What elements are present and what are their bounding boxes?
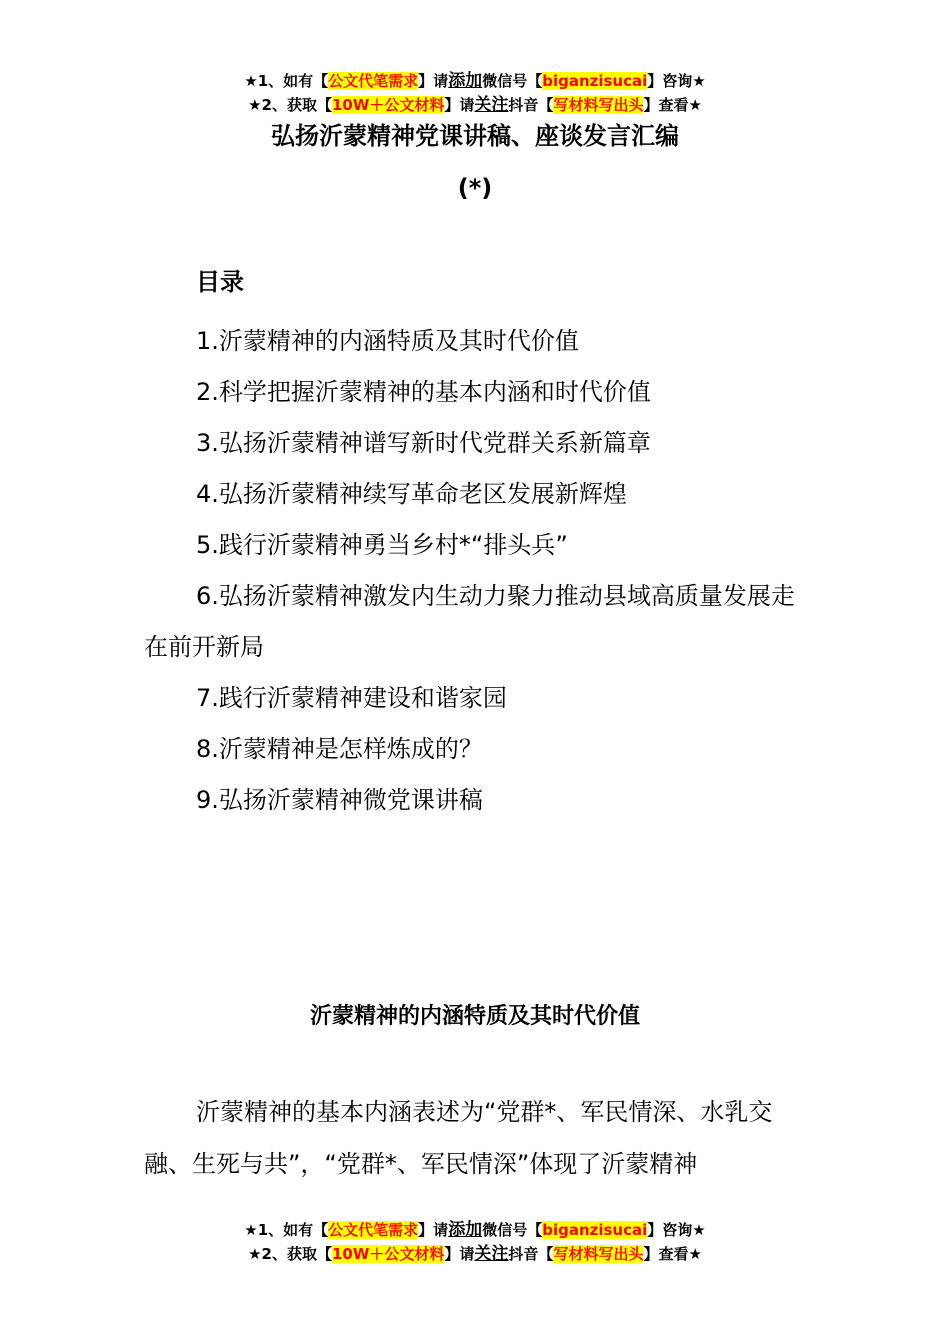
section-title: 沂蒙精神的内涵特质及其时代价值 [309, 1004, 640, 1029]
banner-underline: 添加 [448, 1220, 483, 1240]
banner-text: 抖音【 [508, 1245, 554, 1263]
banner-text: 】查看★ [643, 1245, 702, 1263]
toc-item: 2.科学把握沂蒙精神的基本内涵和时代价值 [196, 378, 651, 406]
body-paragraph: 沂蒙精神的基本内涵表述为“党群*、军民情深、水乳交融、生死与共”，“党群*、军民情深”体现了沂蒙精神 [144, 1098, 773, 1178]
banner-text: ★2、获取【 [248, 96, 332, 114]
banner-text: ★2、获取【 [248, 1245, 332, 1263]
banner-underline: 添加 [448, 71, 483, 91]
banner-text: 】请 [444, 96, 475, 114]
banner-text: 】咨询★ [647, 1221, 706, 1239]
banner-text: ★1、如有【 [244, 72, 329, 90]
table-of-contents [144, 316, 814, 826]
banner-text: 】请 [444, 1245, 475, 1263]
banner-highlight: 写材料写出头 [553, 96, 644, 114]
banner-highlight: biganzisucai [542, 72, 648, 90]
banner-highlight: biganzisucai [542, 1221, 648, 1239]
header-banner [0, 69, 950, 117]
banner-line-2 [0, 93, 950, 117]
banner-text: 】咨询★ [647, 72, 706, 90]
banner-highlight: 公文代笔需求 [328, 72, 419, 90]
banner-text: 】查看★ [643, 96, 702, 114]
toc-item: 9.弘扬沂蒙精神微党课讲稿 [196, 786, 483, 814]
footer-banner [0, 1218, 950, 1266]
banner-highlight: 10W＋公文材料 [331, 1245, 445, 1263]
banner-text: 抖音【 [508, 96, 554, 114]
banner-line-1 [0, 1218, 950, 1242]
banner-text: 微信号【 [482, 72, 543, 90]
document-subtitle: (*) [457, 174, 493, 202]
banner-underline: 关注 [474, 1244, 509, 1264]
banner-text: 】请 [418, 1221, 449, 1239]
banner-highlight: 10W＋公文材料 [331, 96, 445, 114]
toc-heading: 目录 [196, 268, 244, 296]
toc-item: 5.践行沂蒙精神勇当乡村*“排头兵” [196, 531, 568, 559]
banner-line-2 [0, 1242, 950, 1266]
banner-text: 微信号【 [482, 1221, 543, 1239]
banner-line-1 [0, 69, 950, 93]
banner-highlight: 写材料写出头 [553, 1245, 644, 1263]
toc-item: 3.弘扬沂蒙精神谱写新时代党群关系新篇章 [196, 429, 651, 457]
toc-item: 6.弘扬沂蒙精神激发内生动力聚力推动县域高质量发展走在前开新局 [144, 582, 795, 661]
toc-item: 7.践行沂蒙精神建设和谐家园 [196, 684, 507, 712]
banner-underline: 关注 [474, 95, 509, 115]
banner-text: 】请 [418, 72, 449, 90]
toc-item: 1.沂蒙精神的内涵特质及其时代价值 [196, 327, 579, 355]
banner-highlight: 公文代笔需求 [328, 1221, 419, 1239]
banner-text: ★1、如有【 [244, 1221, 329, 1239]
document-title: 弘扬沂蒙精神党课讲稿、座谈发言汇编 [271, 122, 679, 150]
toc-item: 4.弘扬沂蒙精神续写革命老区发展新辉煌 [196, 480, 627, 508]
toc-item: 8.沂蒙精神是怎样炼成的？ [196, 735, 483, 763]
